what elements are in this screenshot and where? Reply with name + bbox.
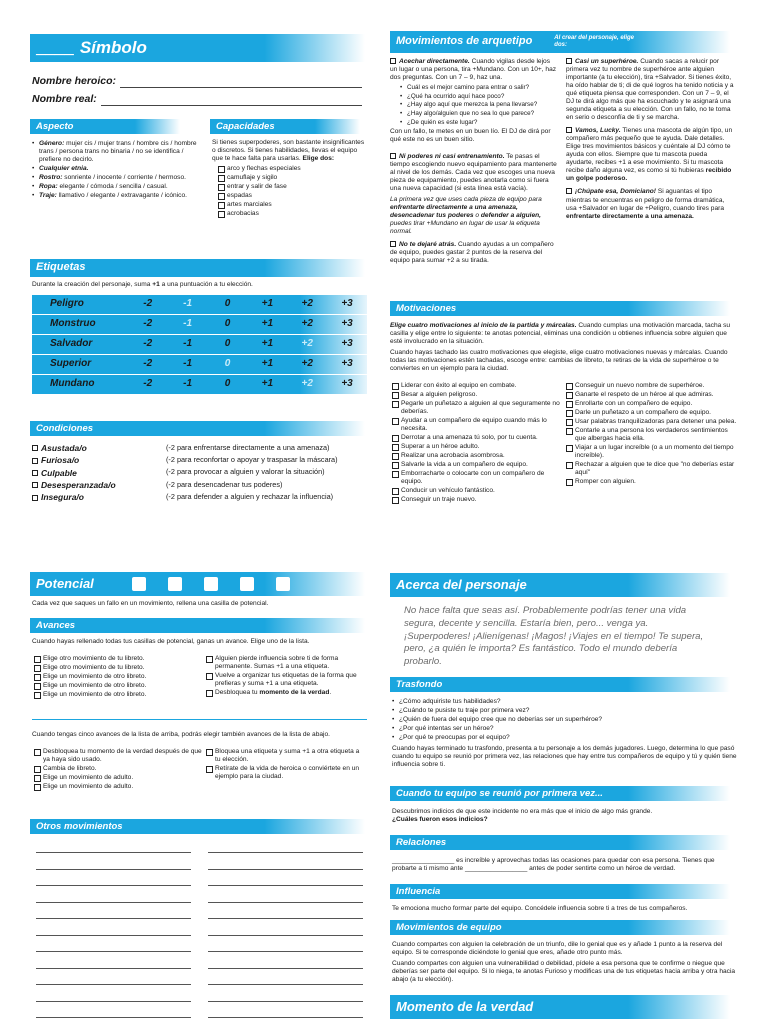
advance-item[interactable]: Elige un movimiento de adulto. (34, 783, 204, 791)
advance-text: Desbloquea tu (215, 689, 260, 697)
label-value[interactable]: -2 (143, 378, 153, 390)
motivation-item[interactable]: Romper con alguien. (566, 478, 738, 486)
move-title: Vamos, Lucky. (575, 127, 621, 135)
aspecto-heading: Aspecto (30, 119, 180, 134)
motivation-item[interactable]: Conseguir un nuevo nombre de superhéroe. (566, 382, 738, 390)
write-line[interactable] (36, 852, 191, 853)
label-value[interactable]: +3 (341, 318, 353, 330)
condition-checkbox[interactable] (32, 495, 38, 501)
condition-desc: (-2 para enfrentarse directamente a una amenaza) (166, 442, 330, 452)
motivation-item[interactable]: Liderar con éxito al equipo en combate. (392, 382, 564, 390)
condition-row[interactable] (32, 480, 367, 490)
avances-intro2: Cuando tengas cinco avances de la lista de arriba, podrás elegir también avances de la lista de abajo. (32, 731, 331, 738)
move-more-b: enfrentarte directamente a una amenaza, desencadenar tus poderes (390, 203, 518, 219)
write-line[interactable] (208, 984, 363, 985)
relaciones-heading: Relaciones (390, 835, 730, 850)
condition-desc: (-2 para defender a alguien y rechazar la influencia) (166, 492, 334, 502)
write-line[interactable] (36, 902, 191, 903)
label-value[interactable]: +2 (301, 358, 313, 370)
label-row (32, 315, 367, 335)
write-line[interactable] (208, 1001, 363, 1002)
write-line[interactable] (208, 968, 363, 969)
label-name: Superior (50, 358, 92, 370)
move-checkbox[interactable] (566, 188, 572, 194)
movimientos-heading (390, 31, 730, 53)
trasfondo-block (392, 698, 737, 769)
capacity-option[interactable]: entrar y salir de fase (218, 183, 367, 191)
motivaciones-p1: Cuando cumplas una motivación marcada, tacha su casilla y elige entre lo siguiente: te anotas potencial, eliminas una condición u obtienes influencia sobre alguien que esté involucrado en la situación. (390, 322, 731, 346)
background-question: • ¿Quién de fuera del equipo cree que no deberías ser un superhéroe? (392, 716, 737, 724)
move-title: Ni poderes ni casi entrenamiento. (399, 152, 505, 160)
relaciones-blank[interactable]: _________________ (464, 865, 528, 873)
advance-item[interactable]: Elige otro movimiento de tu libreto. (34, 664, 204, 672)
advance-item[interactable] (206, 672, 366, 688)
condition-checkbox[interactable] (32, 470, 38, 476)
capacity-option[interactable]: camuflaje y sigilo (218, 174, 367, 182)
write-line[interactable] (36, 968, 191, 969)
move-question: • ¿Hay algo aquí que merezca la pena llevarse? (400, 101, 558, 109)
aspecto-key: Rostro: (39, 174, 63, 182)
move-more-c: o (473, 211, 481, 219)
label-name: Salvador (50, 338, 93, 350)
move-more-d: defender a alguien, (480, 211, 541, 219)
motivation-item[interactable]: Enrollarte con un compañero de equipo. (566, 400, 738, 408)
motivaciones-p2: Cuando hayas tachado las cuatro motivaciones que elegiste, elige cuatro motivaciones nuevas y márcalas. Cuando todas las motivaciones estén tachadas, escoge entre: cambias de libreto, te retiras de la vida de superhéroe o te conviertes en un ejemplo para la ciudad. (390, 349, 728, 373)
motivaciones-p1-b: Elige cuatro motivaciones al inicio de la partida y márcalas. (390, 322, 577, 329)
motivations-left (392, 382, 564, 505)
label-value[interactable]: -1 (183, 298, 193, 310)
background-question: • ¿Cuándo te pusiste tu traje por primera vez? (392, 707, 737, 715)
aspecto-item (32, 140, 202, 164)
potential-box-4[interactable] (240, 577, 254, 591)
label-value[interactable]: +1 (261, 358, 274, 370)
capacity-option[interactable]: arco y flechas especiales (218, 165, 367, 173)
reunion-block (392, 808, 737, 824)
label-value[interactable]: -1 (183, 358, 193, 370)
move-fail: Con un fallo, te metes en un buen lío. El DJ de dirá por qué este no es un buen sitio. (390, 128, 551, 144)
advance-item[interactable]: Elige un movimiento de otro libreto. (34, 682, 204, 690)
label-value[interactable]: +3 (341, 358, 353, 370)
aspecto-key: Cualquier etnia. (39, 165, 89, 173)
move-title: ¡Chúpate esa, Domiciano! (575, 188, 656, 196)
motivaciones-heading: Motivaciones (390, 301, 730, 316)
label-value[interactable]: 0 (224, 338, 231, 350)
motivation-item[interactable]: Emborracharte o colocarte con un compañero de equipo. (392, 470, 564, 486)
labels-table (32, 295, 367, 395)
reunion-text: Descubrimos indicios de que este incidente no era más que el inicio de algo más grande. (392, 808, 653, 815)
motivation-item[interactable]: Superar a un héroe adulto. (392, 443, 564, 451)
advances-right (206, 655, 366, 698)
aspecto-value: mujer cis / mujer trans / hombre cis / hombre trans / persona trans no binaria / no se identifica / prefiere no decirlo. (39, 140, 197, 164)
motivation-item[interactable]: Pegarle un puñetazo a alguien al que seguramente no deberías. (392, 400, 564, 416)
heroic-name-input[interactable] (120, 87, 362, 88)
potencial-title: Potencial (36, 576, 94, 592)
title-bar (30, 34, 365, 62)
motivation-item[interactable]: Contarle a una persona los verdaderos sentimientos que albergas hacia ella. (566, 427, 738, 443)
moves-col-right (566, 58, 734, 221)
condition-name: Culpable (41, 467, 77, 478)
label-value[interactable]: +2 (301, 338, 313, 350)
move-question: • ¿Hay algo/alguien que no sea lo que parece? (400, 110, 558, 118)
label-value[interactable]: +2 (301, 298, 313, 310)
write-line[interactable] (208, 885, 363, 886)
potencial-heading (30, 572, 365, 596)
move-checkbox[interactable] (566, 58, 572, 64)
move-checkbox[interactable] (566, 127, 572, 133)
motivation-item[interactable]: Salvarle la vida a un compañero de equipo. (392, 461, 564, 469)
movequipo-p1: Cuando compartes con alguien la celebración de un triunfo, dile lo genial que es y añade 1 punto a la reserva del equipo. Si te corresponde diciéndote lo genial que eres, añade otro punto más. (392, 941, 723, 957)
move-text: Cuando ayudas a un compañero de equipo, puedes gastar 2 puntos de la reserva del equipo para sumar +2 a su tirada. (390, 240, 554, 264)
label-value[interactable]: +2 (301, 378, 313, 390)
move-text: Te pasas el tiempo escogiendo nuevo equipamiento para mantenerte al nivel de los demás. Cada vez que escoges una nueva pieza de equipamiento, puedes anotarla como si fuera una nueva capacidad (si esta línea está vacía). (390, 152, 557, 192)
aspecto-key: Traje: (39, 192, 57, 200)
label-value[interactable]: -2 (143, 318, 153, 330)
condition-row[interactable] (32, 443, 367, 453)
condition-checkbox[interactable] (32, 482, 38, 488)
advance-item[interactable]: Elige otro movimiento de tu libreto. (34, 655, 204, 663)
aspecto-value: sonriente / inocente / corriente / hermoso. (62, 174, 186, 182)
move-text: Si aguantas el tipo mientras te encuentras en peligro de forma dramática, usa +Salvador en lugar de +Peligro, cuando tires para (566, 188, 725, 212)
condition-name: Desesperanzada/o (41, 480, 116, 491)
condition-desc: (-2 para reconfortar o apoyar y traspasar la máscara) (166, 455, 338, 465)
motivations-right (566, 382, 738, 487)
advance-text-end: . (329, 689, 332, 697)
move-text: Cuando sacas a relucir por primera vez tu nombre de superhéroe ante alguien importante (a tu elección), tira +Salvador. Si tienes éxito, ha oído hablar de ti; di de qué logros ha tenido noticia y a qué etiqueta piensa que corresponden. Con un 7 – 9, el DJ te dirá algo más que ha escuchado y te asignará una segunda etiqueta a su elección. Con un fallo, no te toma en serio o desconfía de ti y se marcha. (566, 58, 734, 122)
move-title: Casi un superhéroe. (575, 58, 639, 65)
motivation-item[interactable]: Rechazar a alguien que te dice que "no deberías estar aquí" (566, 461, 738, 477)
background-question: • ¿Por qué intentas ser un héroe? (392, 725, 737, 733)
aspecto-item (32, 183, 202, 191)
movequipo-p2: Cuando compartes con alguien una vulnerabilidad o debilidad, pídele a esa persona que te confirme o niegue que deberías ser parte del equipo. Si lo niega, te anotas Furioso y modificas una de tus etiquetas hacia arriba y otra hacia abajo (a tu elección). (392, 960, 736, 984)
label-value[interactable]: 0 (224, 298, 231, 310)
write-line[interactable] (36, 1001, 191, 1002)
label-value[interactable]: 0 (224, 378, 231, 390)
write-line[interactable] (208, 902, 363, 903)
aspecto-key: Ropa: (39, 183, 58, 191)
motivation-item[interactable]: Ganarte el respeto de un héroe al que admiras. (566, 391, 738, 399)
title-blank: ____ (36, 37, 74, 57)
relaciones-text-c: antes de poder sentirte como un héroe de verdad. (527, 865, 676, 873)
label-value[interactable]: -2 (143, 338, 153, 350)
label-value[interactable]: +1 (261, 378, 274, 390)
advance-item[interactable]: Cambia de libreto. (34, 765, 204, 773)
write-line[interactable] (208, 935, 363, 936)
condiciones-heading: Condiciones (30, 421, 365, 436)
conditions-list (32, 443, 367, 505)
verdad-heading: Momento de la verdad (390, 995, 730, 1019)
write-line[interactable] (208, 852, 363, 853)
potencial-text: Cada vez que saques un fallo en un movimiento, rellena una casilla de potencial. (32, 600, 269, 607)
capacidades-intro: Si tienes superpoderes, son bastante insignificantes o discretos. Si tienes habilidades, llevas el equipo que te hace falta para usarlas. (212, 139, 365, 163)
motivation-item[interactable]: Derrotar a una amenaza tú solo, por tu cuenta. (392, 434, 564, 442)
background-question: • ¿Cómo adquiriste tus habilidades? (392, 698, 737, 706)
label-row (32, 335, 367, 355)
real-name-label: Nombre real: (32, 93, 97, 106)
label-row (32, 295, 367, 315)
move-title: No te dejaré atrás. (399, 240, 457, 248)
movimientos-note: Al crear del personaje, elige dos: (554, 35, 634, 48)
move-question: • ¿De quién es este lugar? (400, 119, 558, 127)
label-name: Mundano (50, 378, 95, 390)
move-text-b: enfrentarte directamente a una amenaza. (566, 212, 694, 220)
other-moves-lines (36, 840, 366, 1020)
advances-right-2 (206, 748, 366, 782)
label-name: Peligro (50, 298, 84, 310)
move-checkbox[interactable] (390, 58, 396, 64)
capacidades-block (212, 139, 367, 219)
avances-intro: Cuando hayas rellenado todas tus casillas de potencial, ganas un avance. Elige uno de la lista. (32, 638, 310, 645)
condition-name: Insegura/o (41, 492, 84, 503)
label-value[interactable]: +1 (261, 298, 274, 310)
potential-box-3[interactable] (204, 577, 218, 591)
write-line[interactable] (208, 918, 363, 919)
label-value[interactable]: +3 (341, 298, 353, 310)
aspecto-item (32, 174, 202, 182)
label-value[interactable]: +1 (261, 318, 274, 330)
motivation-item[interactable]: Darle un puñetazo a un compañero de equipo. (566, 409, 738, 417)
aspecto-key: Género: (39, 140, 65, 147)
otros-heading: Otros movimientos (30, 819, 365, 834)
label-value[interactable]: -1 (183, 338, 193, 350)
capacidades-heading: Capacidades (210, 119, 360, 134)
motivation-item[interactable]: Usar palabras tranquilizadoras para detener una pelea. (566, 418, 738, 426)
write-line[interactable] (36, 918, 191, 919)
movequipo-block (392, 941, 737, 984)
acerca-quote: No hace falta que seas así. Probablemente podrías tener una vida segura, decente y sencilla. Estaría bien, pero... venga ya. ¡Superpoderes! ¡Alienígenas! ¡Magos! ¡Viajes en el tiempo! Te supera, pero, ¿a quién le importa? Es fantástico. Todo el mundo debería probarlo. (404, 605, 704, 667)
label-value[interactable]: 0 (224, 358, 231, 370)
advance-text: Alguien pierde influencia sobre ti de forma permanente. Sumas +1 a una etiqueta. (215, 655, 339, 671)
advances-left (34, 655, 204, 700)
motivation-item[interactable]: Besar a alguien peligroso. (392, 391, 564, 399)
label-row (32, 375, 367, 395)
motivation-item[interactable]: Viajar a un lugar increíble (o a un momento del tiempo increíble). (566, 444, 738, 460)
move-question: • ¿Qué ha ocurrido aquí hace poco? (400, 93, 558, 101)
name-fields (32, 72, 362, 106)
condition-desc: (-2 para provocar a alguien y valorar la situación) (166, 467, 325, 477)
aspecto-value: llamativo / elegante / extravagante / icónico. (56, 192, 187, 200)
reunion-heading: Cuando tu equipo se reunió por primera vez... (390, 786, 730, 801)
label-value[interactable]: -2 (143, 358, 153, 370)
relaciones-text-a: _________________ es increíble y aprovechas todas las ocasiones para quedar con esa persona. Tienes que probarte a ti mismo ante (392, 857, 715, 873)
move-checkbox[interactable] (390, 241, 396, 247)
advance-item[interactable]: Elige un movimiento de otro libreto. (34, 673, 204, 681)
motivaciones-intro (390, 322, 735, 373)
page-title: Símbolo (79, 37, 147, 57)
label-value[interactable]: 0 (224, 318, 231, 330)
heroic-name-label: Nombre heroico: (32, 75, 117, 88)
trasfondo-text: Cuando hayas terminado tu trasfondo, presenta a tu personaje a los demás jugadores. Luego, determina lo que pasó cuando tu equipo se reunió por primera vez, las relaciones que hay entre tus compañeros de equipo y tú y quién tiene influencia sobre ti. (392, 745, 737, 769)
moves-col-left (390, 58, 558, 265)
real-name-input[interactable] (101, 105, 362, 106)
aspecto-list (32, 140, 202, 201)
etiquetas-intro (32, 281, 367, 289)
write-line[interactable] (36, 951, 191, 952)
advance-item[interactable]: Elige un movimiento de adulto. (34, 774, 204, 782)
potential-box-5[interactable] (276, 577, 290, 591)
motivation-item[interactable]: Realizar una acrobacia asombrosa. (392, 452, 564, 460)
capacity-option[interactable]: espadas (218, 192, 367, 200)
write-line[interactable] (208, 1017, 363, 1018)
move-more: La primera vez que uses cada pieza de equipo para (390, 195, 542, 203)
advance-text: Vuelve a organizar tus etiquetas de la forma que prefieras y suma +1 a una etiqueta. (215, 672, 357, 688)
label-value[interactable]: -2 (143, 298, 153, 310)
write-line[interactable] (208, 951, 363, 952)
potential-box-2[interactable] (168, 577, 182, 591)
reunion-question: ¿Cuáles fueron esos indicios? (392, 816, 488, 824)
condition-name: Furiosa/o (41, 455, 80, 466)
write-line[interactable] (36, 1017, 191, 1018)
advances-left-2 (34, 748, 204, 792)
advance-item[interactable]: Desbloquea tu momento de la verdad después de que ya haya sido usado. (34, 748, 204, 764)
label-value[interactable]: +3 (341, 378, 353, 390)
condition-checkbox[interactable] (32, 458, 38, 464)
motivation-item[interactable]: Ayudar a un compañero de equipo cuando más lo necesita. (392, 417, 564, 433)
capacity-option[interactable]: acrobacias (218, 210, 367, 218)
condition-name: Asustada/o (41, 443, 87, 453)
advance-text-b: momento de la verdad (259, 689, 330, 697)
label-value[interactable]: +1 (261, 338, 274, 350)
label-value[interactable]: +3 (341, 338, 353, 350)
write-line[interactable] (208, 869, 363, 870)
aspecto-value: elegante / cómoda / sencilla / casual. (57, 183, 168, 191)
advance-item[interactable]: Bloquea una etiqueta y suma +1 a otra etiqueta a tu elección. (206, 748, 366, 764)
write-line[interactable] (36, 984, 191, 985)
acerca-heading: Acerca del personaje (390, 573, 730, 597)
move-text: Cuando vigilas desde lejos un lugar o una persona, tira +Mundano. Con un 10+, haz dos preguntas. Con un 7 – 9, haz una. (390, 58, 557, 82)
capacity-option[interactable]: artes marciales (218, 201, 367, 209)
motivation-item[interactable]: Conducir un vehículo fantástico. (392, 487, 564, 495)
aspecto-item (32, 165, 202, 173)
advance-item[interactable] (206, 655, 366, 671)
influencia-heading: Influencia (390, 884, 730, 899)
condition-desc: (-2 para desencadenar tus poderes) (166, 479, 283, 489)
advance-item[interactable]: Retírate de la vida de heroica o conviértete en un ejemplo para la ciudad. (206, 765, 366, 781)
advance-item[interactable] (206, 689, 366, 697)
motivation-item[interactable]: Conseguir un traje nuevo. (392, 496, 564, 504)
condition-row[interactable] (32, 468, 367, 478)
etiquetas-intro-a: Durante la creación del personaje, suma (32, 281, 153, 288)
advance-item[interactable]: Elige un movimiento de otro libreto. (34, 691, 204, 699)
write-line[interactable] (36, 869, 191, 870)
relaciones-text (392, 857, 737, 873)
condition-row[interactable] (32, 492, 367, 502)
trasfondo-heading: Trasfondo (390, 677, 730, 692)
movimientos-title: Movimientos de arquetipo (396, 35, 533, 48)
influencia-text: Te emociona mucho formar parte del equipo. Concédele influencia sobre ti a tres de tus compañeros. (392, 905, 688, 912)
label-value[interactable]: +2 (301, 318, 313, 330)
avances-heading: Avances (30, 618, 365, 633)
etiquetas-heading: Etiquetas (30, 259, 365, 277)
movequipo-heading: Movimientos de equipo (390, 920, 730, 935)
move-title: Acechar directamente. (399, 58, 470, 65)
move-question: • Cuál es el mejor camino para entrar o salir? (400, 84, 558, 92)
move-text-b: recibido un golpe poderoso. (566, 167, 732, 183)
label-value[interactable]: -1 (183, 378, 193, 390)
move-checkbox[interactable] (390, 153, 396, 159)
move-text: Tienes una mascota de algún tipo, un compañero más pequeño que te ayuda. Dale detalles. Elige tres movimientos básicos y cuéntale al DJ cómo te ayuda con ellos. Siempre que tu mascota pueda ayudarte, recibes +1 a ese movimiento. Si tu mascota recibe daño alguna vez, es como si tú hubieras (566, 127, 733, 175)
label-row (32, 355, 367, 375)
etiquetas-intro-b: +1 (152, 281, 160, 288)
divider (32, 719, 367, 720)
etiquetas-intro-c: a una puntuación a tu elección. (159, 281, 253, 288)
move-more-e: puedes tirar +Mundano en lugar de usar la etiqueta normal. (390, 219, 540, 235)
condition-checkbox[interactable] (32, 445, 38, 451)
capacidades-choose: Elige dos: (302, 155, 335, 163)
aspecto-item (32, 192, 202, 200)
write-line[interactable] (36, 885, 191, 886)
label-value[interactable]: -1 (183, 318, 193, 330)
background-question: • ¿Por qué te preocupas por el equipo? (392, 734, 737, 742)
label-name: Monstruo (50, 318, 96, 330)
write-line[interactable] (36, 935, 191, 936)
potential-box-1[interactable] (132, 577, 146, 591)
condition-row[interactable] (32, 455, 367, 465)
